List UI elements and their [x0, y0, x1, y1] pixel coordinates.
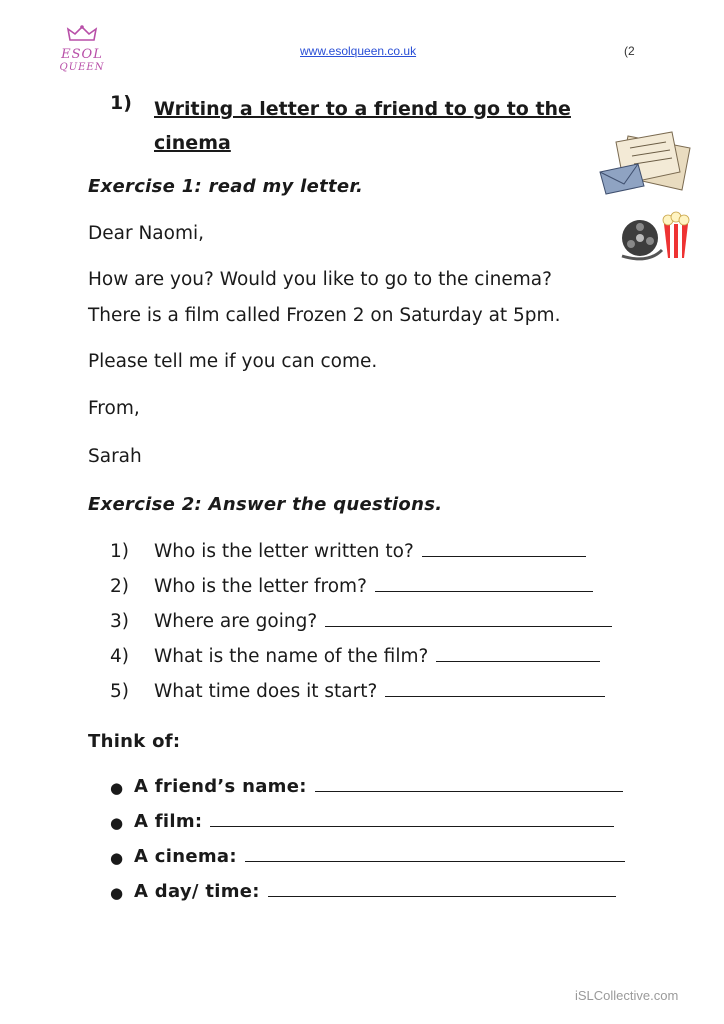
- logo-text-queen: QUEEN: [59, 62, 105, 73]
- letters-clipart: [598, 128, 694, 198]
- logo-text-esol: ESOL: [61, 47, 103, 62]
- question-2: [154, 576, 593, 597]
- think-item-friend-name: [134, 776, 623, 797]
- esol-queen-logo: [52, 24, 112, 80]
- letter-greeting: Dear Naomi,: [88, 223, 204, 244]
- think-item-film: [134, 811, 614, 832]
- exercise2-heading: Exercise 2: Answer the questions.: [88, 494, 443, 515]
- question-text: What is the name of the film?: [154, 646, 429, 667]
- question-text: Where are going?: [154, 611, 318, 632]
- question-number: 4): [110, 646, 129, 667]
- think-item-label: A day/ time:: [134, 881, 260, 902]
- answer-blank[interactable]: [422, 542, 586, 557]
- question-4: [154, 646, 600, 667]
- question-text: What time does it start?: [154, 681, 378, 702]
- think-of-heading: Think of:: [88, 731, 181, 752]
- exercise1-heading: Exercise 1: read my letter.: [88, 176, 364, 197]
- answer-blank[interactable]: [210, 812, 614, 827]
- question-number: 1): [110, 541, 129, 562]
- question-5: [154, 681, 605, 702]
- question-number: 3): [110, 611, 129, 632]
- answer-blank[interactable]: [436, 647, 600, 662]
- letter-closing: From,: [88, 398, 140, 419]
- answer-blank[interactable]: [385, 682, 605, 697]
- watermark: iSLCollective.com: [575, 988, 679, 1003]
- answer-blank[interactable]: [375, 577, 593, 592]
- letter-line-1: How are you? Would you like to go to the cinema?: [88, 269, 552, 290]
- letter-line-3: Please tell me if you can come.: [88, 351, 378, 372]
- question-text: Who is the letter from?: [154, 576, 367, 597]
- question-number: 5): [110, 681, 129, 702]
- think-item-cinema: [134, 846, 625, 867]
- answer-blank[interactable]: [325, 612, 612, 627]
- cinema-reel-popcorn-clipart: [618, 208, 694, 266]
- answer-blank[interactable]: [268, 882, 616, 897]
- question-1: [154, 541, 586, 562]
- bullet-icon: ●: [110, 884, 124, 902]
- question-number: 2): [110, 576, 129, 597]
- think-item-day-time: [134, 881, 616, 902]
- question-3: [154, 611, 612, 632]
- answer-blank[interactable]: [315, 777, 623, 792]
- question-text: Who is the letter written to?: [154, 541, 414, 562]
- bullet-icon: ●: [110, 849, 124, 867]
- think-item-label: A friend’s name:: [134, 776, 307, 797]
- crown-icon: [52, 24, 112, 44]
- title-number: 1): [110, 92, 132, 114]
- letter-signature: Sarah: [88, 446, 142, 467]
- bullet-icon: ●: [110, 814, 124, 832]
- page-title: Writing a letter to a friend to go to the cinema: [154, 98, 571, 154]
- answer-blank[interactable]: [245, 847, 625, 862]
- page-number: (2: [624, 44, 635, 58]
- think-item-label: A cinema:: [134, 846, 237, 867]
- think-item-label: A film:: [134, 811, 203, 832]
- bullet-icon: ●: [110, 779, 124, 797]
- header-url-link[interactable]: www.esolqueen.co.uk: [300, 44, 417, 58]
- letter-line-2: There is a film called Frozen 2 on Saturday at 5pm.: [88, 305, 561, 326]
